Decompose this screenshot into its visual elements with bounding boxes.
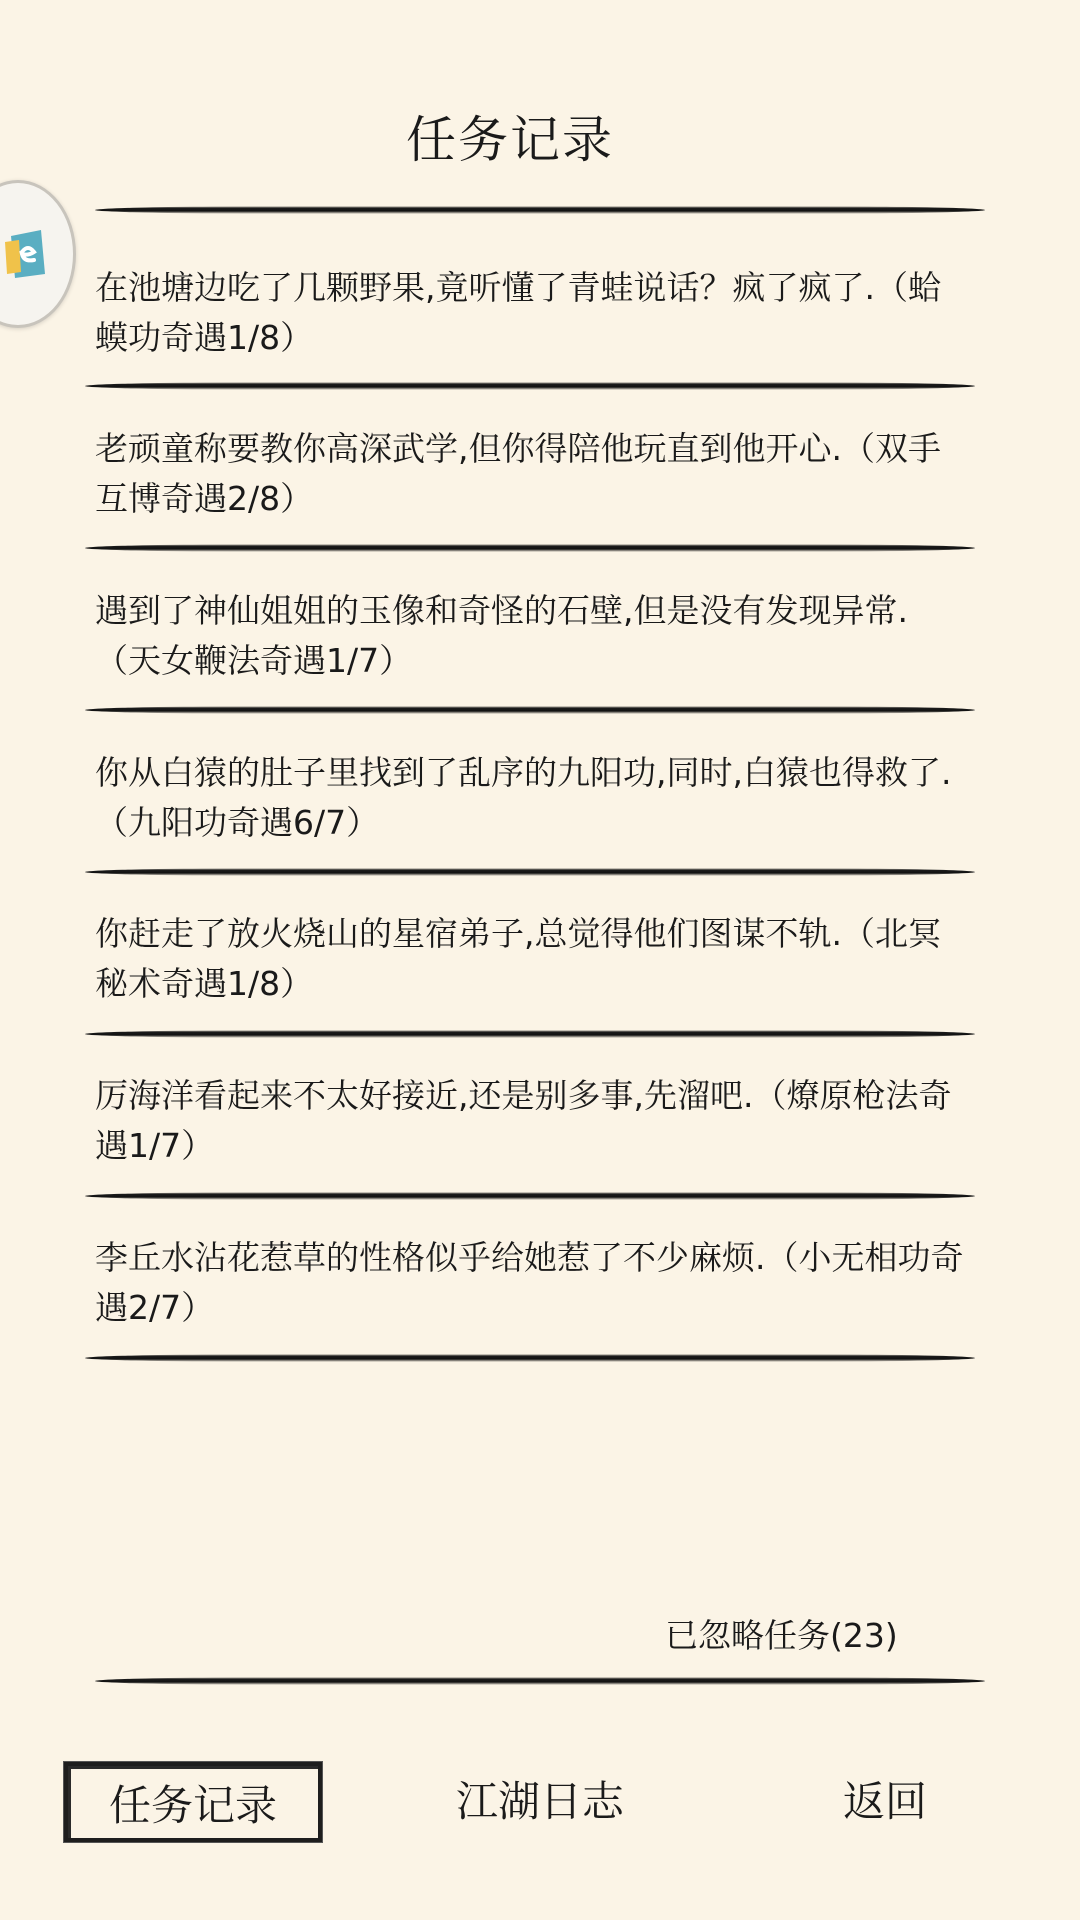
divider bbox=[95, 206, 985, 214]
divider bbox=[85, 1030, 975, 1038]
tab-jianghu-log[interactable]: 江湖日志 bbox=[455, 1777, 624, 1826]
divider bbox=[85, 1192, 975, 1200]
quest-entry: 李丘水沾花惹草的性格似乎给她惹了不少麻烦.（小无相功奇遇2/7） bbox=[95, 1238, 964, 1327]
floating-assistant-button[interactable] bbox=[0, 180, 76, 328]
assistant-icon bbox=[5, 228, 47, 280]
divider bbox=[85, 382, 975, 390]
divider bbox=[85, 1354, 975, 1362]
ignored-quests-link[interactable]: 已忽略任务(23) bbox=[665, 1616, 898, 1655]
divider bbox=[85, 544, 975, 552]
quest-entry: 你从白猿的肚子里找到了乱序的九阳功,同时,白猿也得救了.（九阳功奇遇6/7） bbox=[95, 753, 952, 842]
divider bbox=[95, 1677, 985, 1685]
tab-quest-log[interactable]: 任务记录 bbox=[64, 1762, 322, 1842]
quest-entry: 你赶走了放火烧山的星宿弟子,总觉得他们图谋不轨.（北冥秘术奇遇1/8） bbox=[95, 914, 941, 1003]
quest-entry: 在池塘边吃了几颗野果,竟听懂了青蛙说话？疯了疯了.（蛤蟆功奇遇1/8） bbox=[95, 268, 941, 357]
quest-entry: 厉海洋看起来不太好接近,还是别多事,先溜吧.（燎原枪法奇遇1/7） bbox=[95, 1076, 952, 1165]
back-button[interactable]: 返回 bbox=[842, 1777, 927, 1826]
quest-entry: 遇到了神仙姐姐的玉像和奇怪的石壁,但是没有发现异常.（天女鞭法奇遇1/7） bbox=[95, 591, 908, 680]
divider bbox=[85, 868, 975, 876]
divider bbox=[85, 706, 975, 714]
quest-entry: 老顽童称要教你高深武学,但你得陪他玩直到他开心.（双手互博奇遇2/8） bbox=[95, 429, 941, 518]
page-title: 任务记录 bbox=[406, 111, 614, 169]
